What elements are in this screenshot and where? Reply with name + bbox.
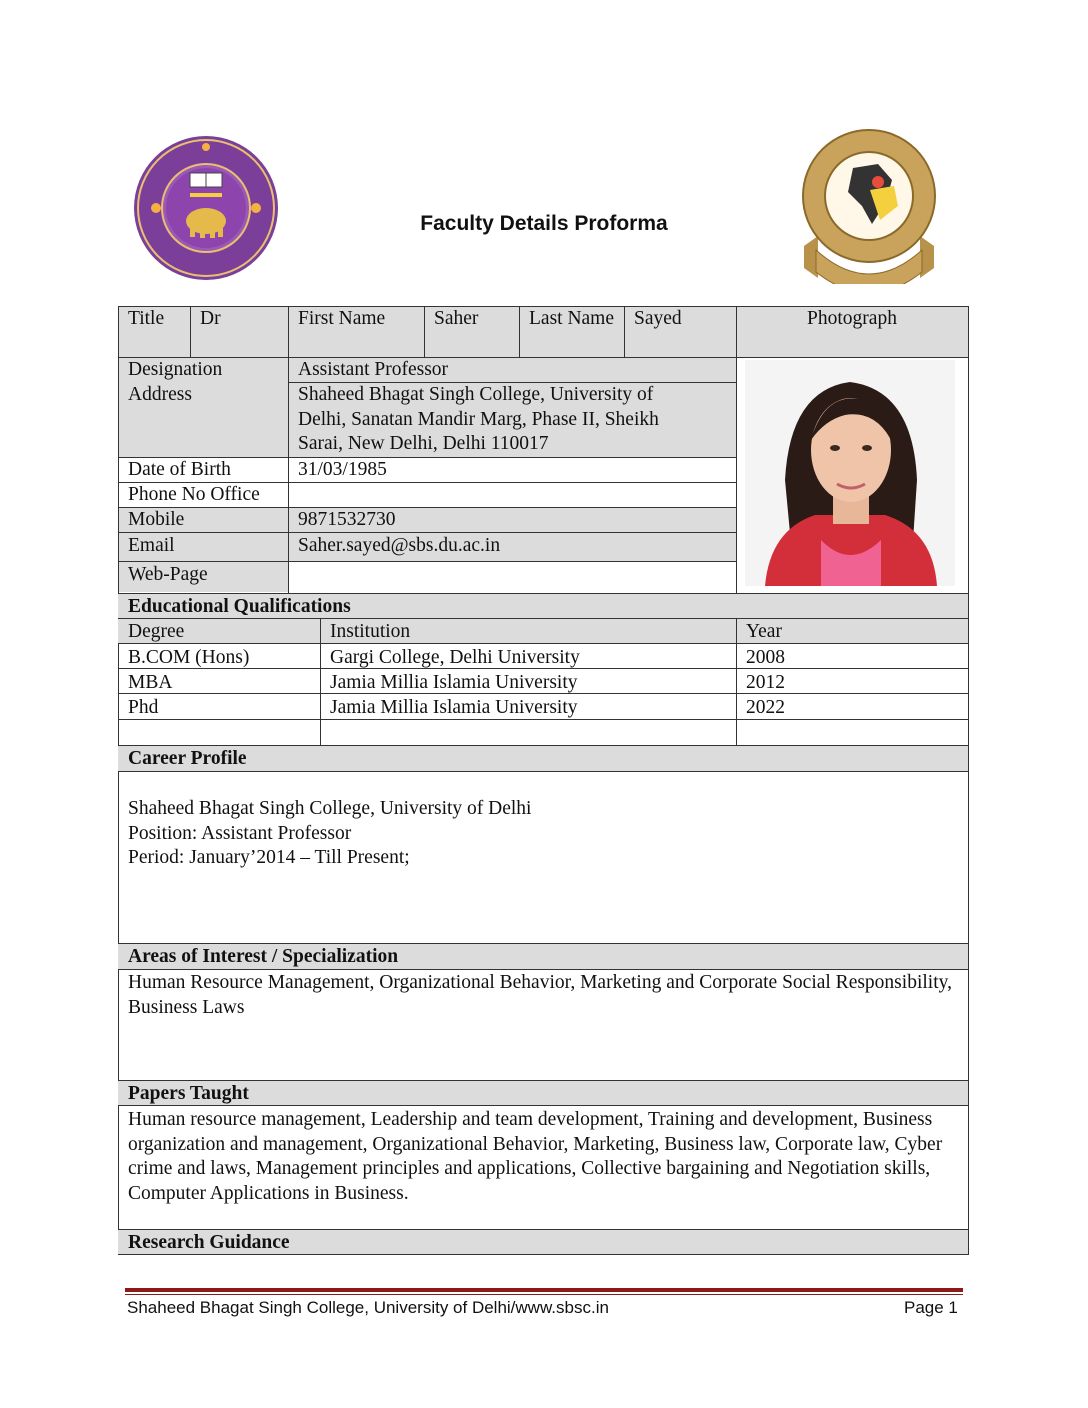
research-heading: Research Guidance — [128, 1232, 290, 1253]
dob-value: 31/03/1985 — [298, 459, 387, 480]
mobile-value: 9871532730 — [298, 509, 396, 530]
last-name-value: Sayed — [634, 308, 682, 329]
interest-heading: Areas of Interest / Specialization — [128, 946, 399, 967]
first-name-value: Saher — [434, 308, 479, 329]
career-line-2: Position: Assistant Professor — [128, 823, 352, 844]
email-value: Saher.sayed@sbs.du.ac.in — [298, 535, 501, 556]
webpage-value — [288, 562, 736, 564]
table-row — [736, 720, 968, 722]
career-line-1: Shaheed Bhagat Singh College, University of Delhi — [128, 798, 532, 819]
career-heading: Career Profile — [128, 748, 247, 769]
education-col-degree: Degree — [128, 621, 185, 642]
table-row: 2012 — [746, 672, 785, 693]
address-label: Address — [128, 384, 192, 405]
page-number: Page 1 — [904, 1298, 958, 1317]
papers-heading: Papers Taught — [128, 1083, 249, 1104]
table-row: 2022 — [746, 697, 785, 718]
email-label: Email — [128, 535, 175, 556]
table-row: Jamia Millia Islamia University — [330, 697, 578, 718]
title-value: Dr — [200, 308, 221, 329]
table-row: Gargi College, Delhi University — [330, 647, 580, 668]
career-line-3: Period: January’2014 – Till Present; — [128, 847, 410, 868]
last-name-label: Last Name — [529, 308, 615, 329]
university-of-delhi-logo — [130, 135, 282, 281]
address-value: Shaheed Bhagat Singh College, University of Delhi, Sanatan Mandir Marg, Phase II, Sheikh Sarai, New Delhi, Delhi 110017 — [298, 384, 659, 454]
title-label: Title — [128, 308, 165, 329]
education-col-year: Year — [746, 621, 782, 642]
phone-label: Phone No Office — [128, 484, 260, 505]
footer-rule — [125, 1288, 963, 1292]
table-row: 2008 — [746, 647, 785, 668]
designation-value: Assistant Professor — [298, 359, 449, 380]
designation-label: Designation — [128, 359, 223, 380]
table-row: Jamia Millia Islamia University — [330, 672, 578, 693]
education-col-institution: Institution — [330, 621, 411, 642]
education-heading: Educational Qualifications — [128, 596, 351, 617]
photograph-label: Photograph — [807, 308, 897, 329]
first-name-label: First Name — [298, 308, 386, 329]
dob-label: Date of Birth — [128, 459, 231, 480]
footer-rule-thin — [125, 1294, 963, 1295]
table-row — [320, 720, 736, 722]
faculty-photograph — [745, 360, 955, 586]
shaheed-bhagat-singh-college-logo — [798, 128, 940, 284]
footer-text: Shaheed Bhagat Singh College, University of Delhi/www.sbsc.in — [127, 1298, 609, 1317]
table-row: Phd — [128, 697, 159, 718]
webpage-label: Web-Page — [128, 564, 208, 585]
table-row: MBA — [128, 672, 173, 693]
mobile-label: Mobile — [128, 509, 185, 530]
papers-text: Human resource management, Leadership and team development, Training and development, Business organization and management, Organizational Behavior, Marketing, Business law, Corporate law, Cyber crime and laws, Management principles and applications, Collective bargaining and Negotiation skills, Computer Applications in Business. — [128, 1109, 943, 1204]
table-row: B.COM (Hons) — [128, 647, 250, 668]
table-row — [118, 720, 320, 722]
interest-text: Human Resource Management, Organizational Behavior, Marketing and Corporate Social Responsibility, Business Laws — [128, 972, 952, 1018]
page-title: Faculty Details Proforma — [420, 212, 668, 235]
